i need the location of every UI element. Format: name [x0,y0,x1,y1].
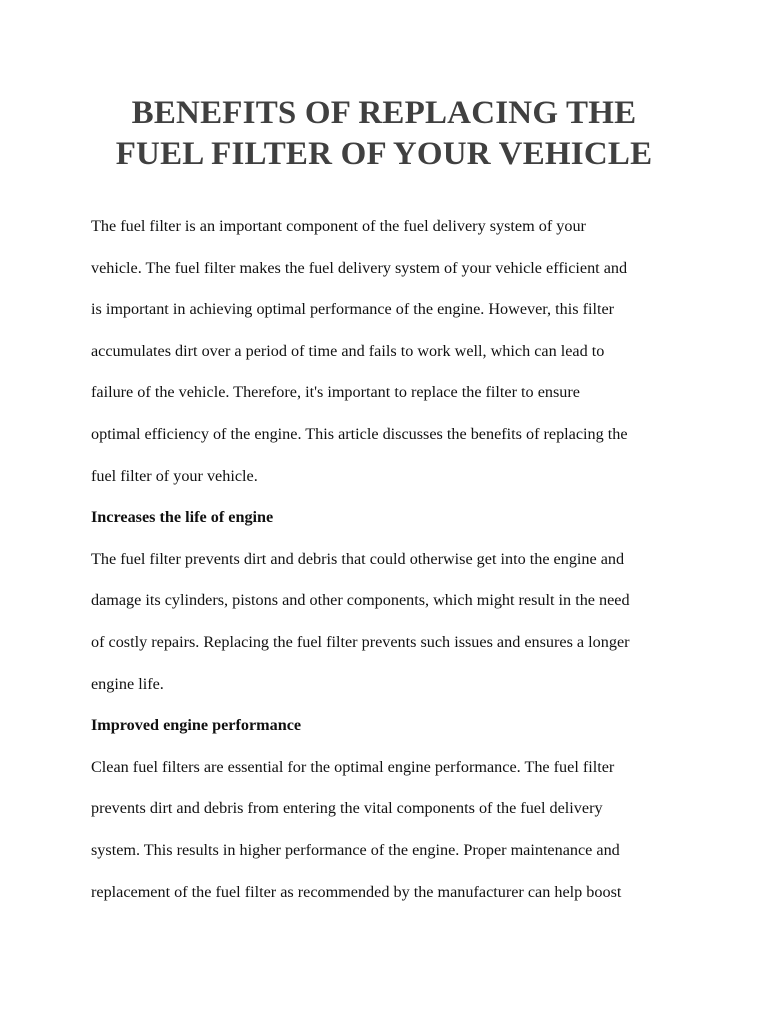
text-line: system. This results in higher performance of the engine. Proper maintenance and [91,840,620,859]
text-line: optimal efficiency of the engine. This article discusses the benefits of replacing the [91,424,628,443]
text-line: of costly repairs. Replacing the fuel filter prevents such issues and ensures a longer [91,632,630,651]
section-heading: Improved engine performance [91,716,302,735]
document-title [60,93,708,175]
text-line: replacement of the fuel filter as recommended by the manufacturer can help boost [91,882,622,901]
text-line: fuel filter of your vehicle. [91,466,258,485]
text-line: damage its cylinders, pistons and other components, which might result in the need [91,591,630,610]
title-line: FUEL FILTER OF YOUR VEHICLE [115,136,653,172]
intro-paragraph [91,206,691,497]
text-line: Clean fuel filters are essential for the optimal engine performance. The fuel filter [91,757,615,776]
text-line: is important in achieving optimal performance of the engine. However, this filter [91,300,615,319]
text-line: The fuel filter prevents dirt and debris that could otherwise get into the engine and [91,549,625,568]
section-paragraph [91,747,691,913]
text-line: The fuel filter is an important component of the fuel delivery system of your [91,217,586,235]
document-body [91,206,691,913]
text-line: prevents dirt and debris from entering the vital components of the fuel delivery [91,799,603,818]
section-heading: Increases the life of engine [91,508,274,527]
text-line: accumulates dirt over a period of time and fails to work well, which can lead to [91,341,605,360]
text-line: vehicle. The fuel filter makes the fuel delivery system of your vehicle efficient and [91,258,628,277]
title-line: BENEFITS OF REPLACING THE [131,95,637,131]
section-paragraph [91,539,691,705]
text-line: engine life. [91,674,164,693]
text-line: failure of the vehicle. Therefore, it's important to replace the filter to ensure [91,383,580,402]
